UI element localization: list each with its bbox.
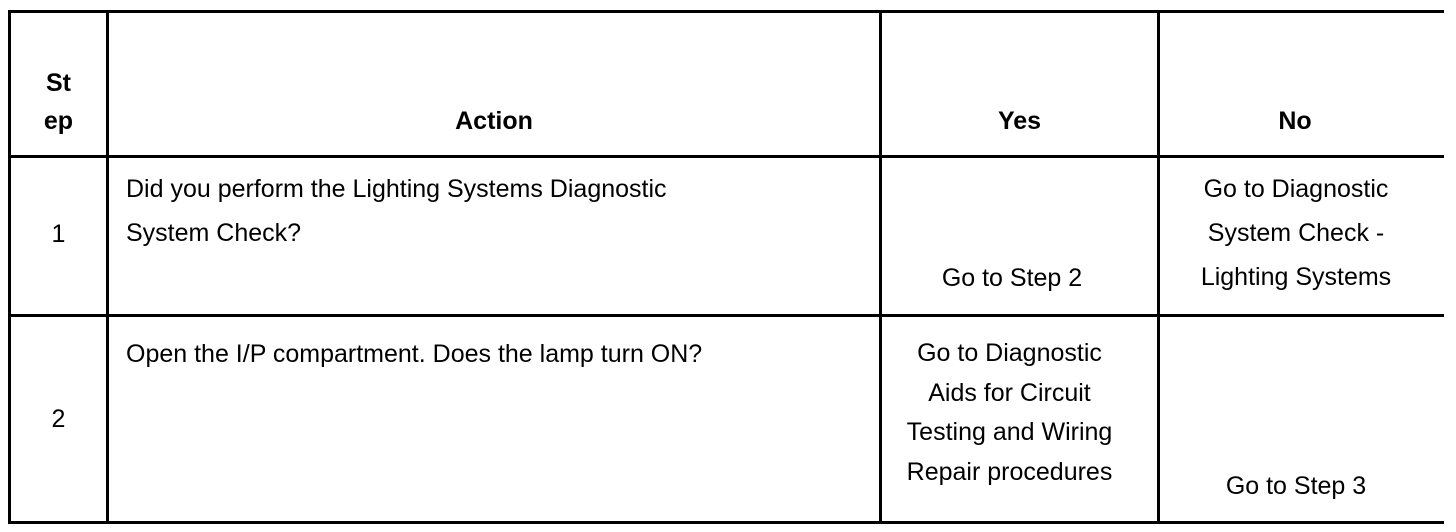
row-1-action: Did you perform the Lighting Systems Diagnostic System Check? xyxy=(126,175,667,247)
row-1-no: Go to Diagnostic System Check - Lighting Systems xyxy=(1200,175,1392,291)
header-step: St ep xyxy=(43,69,74,135)
table-border-bottom xyxy=(8,521,1444,524)
row-divider xyxy=(8,314,1444,317)
row-2-step: 2 xyxy=(51,405,66,433)
header-yes: Yes xyxy=(997,107,1042,135)
row-1-step: 1 xyxy=(51,220,66,248)
row-1-yes: Go to Step 2 xyxy=(941,264,1083,292)
table-border-top xyxy=(8,10,1444,13)
header-action: Action xyxy=(455,107,533,135)
column-divider-step xyxy=(106,10,109,524)
row-2-yes: Go to Diagnostic Aids for Circuit Testing and Wiring Repair procedures xyxy=(906,339,1113,486)
diagnostic-table xyxy=(8,10,1444,524)
column-divider-yes xyxy=(1157,10,1160,524)
header-no: No xyxy=(1278,107,1312,135)
row-2-no: Go to Step 3 xyxy=(1225,472,1367,500)
row-2-action: Open the I/P compartment. Does the lamp turn ON? xyxy=(126,340,703,368)
header-divider xyxy=(8,155,1444,158)
